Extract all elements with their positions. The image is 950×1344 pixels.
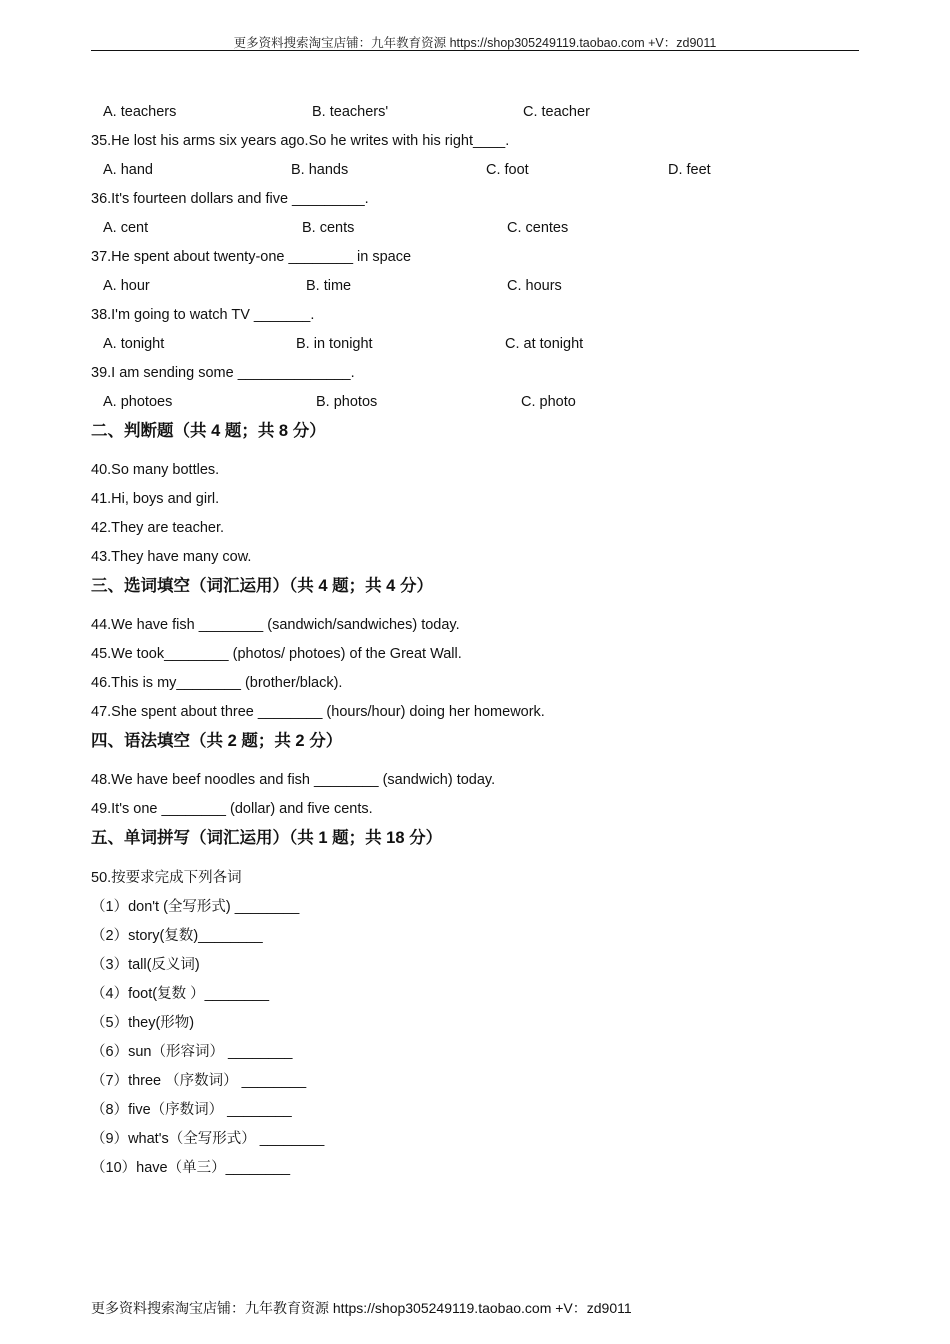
q50-item-7: （7）three （序数词） ________: [91, 1073, 307, 1089]
section-5-title: 五、单词拼写（词汇运用）（共 1 题；共 18 分）: [91, 829, 443, 847]
page-footer: 更多资料搜索淘宝店铺：九年教育资源 https://shop305249119.taobao.com +V：zd9011: [91, 1300, 632, 1316]
q50-item-2: （2）story(复数)________: [91, 928, 263, 944]
header-divider: [91, 50, 859, 51]
q35-option-d: D. feet: [668, 162, 711, 178]
question-46: 46.This is my________ (brother/black).: [91, 675, 343, 691]
question-36: 36.It's fourteen dollars and five _________.: [91, 191, 369, 207]
section-3-title: 三、选词填空（词汇运用）（共 4 题；共 4 分）: [91, 577, 433, 595]
q39-option-c: C. photo: [521, 394, 576, 410]
q34-option-a: A. teachers: [103, 104, 177, 120]
q50-item-6: （6）sun（形容词） ________: [91, 1044, 293, 1060]
q50-item-9: （9）what's（全写形式） ________: [91, 1131, 325, 1147]
section-4-title: 四、语法填空（共 2 题；共 2 分）: [91, 732, 343, 750]
q37-option-c: C. hours: [507, 278, 562, 294]
question-50-prompt: 50.按要求完成下列各词: [91, 870, 242, 886]
q35-option-b: B. hands: [291, 162, 349, 178]
q36-option-b: B. cents: [302, 220, 355, 236]
q35-option-c: C. foot: [486, 162, 529, 178]
q36-option-c: C. centes: [507, 220, 569, 236]
q50-item-10: （10）have（单三）________: [91, 1160, 291, 1176]
question-42: 42.They are teacher.: [91, 520, 224, 536]
q50-item-1: （1）don't (全写形式) ________: [91, 899, 300, 915]
question-41: 41.Hi, boys and girl.: [91, 491, 220, 507]
q34-option-b: B. teachers': [312, 104, 389, 120]
question-45: 45.We took________ (photos/ photoes) of the Great Wall.: [91, 646, 462, 662]
q39-option-b: B. photos: [316, 394, 378, 410]
q36-option-a: A. cent: [103, 220, 149, 236]
question-39: 39.I am sending some ______________.: [91, 365, 355, 381]
section-2-title: 二、判断题（共 4 题；共 8 分）: [91, 422, 326, 440]
q50-item-5: （5）they(形物): [91, 1015, 195, 1031]
q38-option-b: B. in tonight: [296, 336, 373, 352]
q50-item-4: （4）foot(复数 ）________: [91, 986, 270, 1002]
q50-item-8: （8）five（序数词） ________: [91, 1102, 292, 1118]
question-47: 47.She spent about three ________ (hours/hour) doing her homework.: [91, 704, 545, 720]
question-37: 37.He spent about twenty-one ________ in space: [91, 249, 412, 265]
question-38: 38.I'm going to watch TV _______.: [91, 307, 315, 323]
question-40: 40.So many bottles.: [91, 462, 220, 478]
page-header: 更多资料搜索淘宝店铺：九年教育资源 https://shop305249119.taobao.com +V：zd9011: [233, 36, 717, 50]
q37-option-a: A. hour: [103, 278, 150, 294]
q39-option-a: A. photoes: [103, 394, 173, 410]
question-49: 49.It's one ________ (dollar) and five cents.: [91, 801, 373, 817]
question-43: 43.They have many cow.: [91, 549, 252, 565]
q35-option-a: A. hand: [103, 162, 153, 178]
question-44: 44.We have fish ________ (sandwich/sandwiches) today.: [91, 617, 460, 633]
q38-option-a: A. tonight: [103, 336, 165, 352]
question-48: 48.We have beef noodles and fish ________ (sandwich) today.: [91, 772, 496, 788]
q50-item-3: （3）tall(反义词): [91, 957, 200, 973]
q34-option-c: C. teacher: [523, 104, 590, 120]
q37-option-b: B. time: [306, 278, 352, 294]
q38-option-c: C. at tonight: [505, 336, 584, 352]
question-35: 35.He lost his arms six years ago.So he writes with his right____.: [91, 133, 510, 149]
